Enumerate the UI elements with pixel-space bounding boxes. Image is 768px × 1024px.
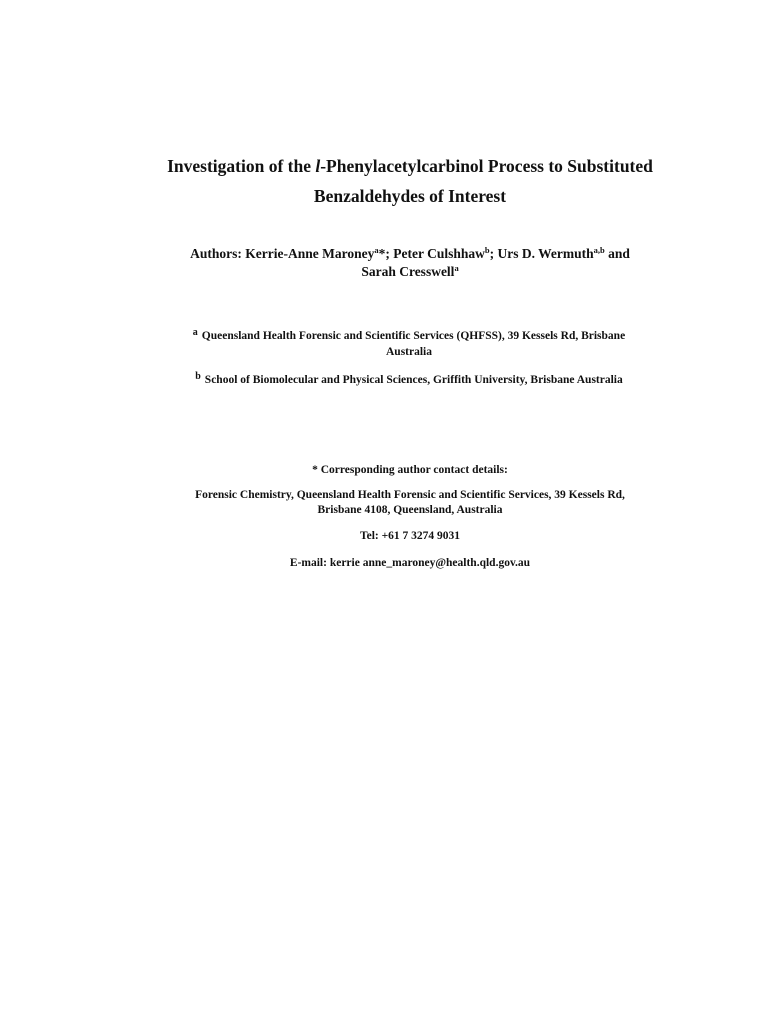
- author-3-affiliation-sup: a,b: [593, 245, 605, 255]
- contact-telephone: Tel: +61 7 3274 9031: [359, 530, 461, 542]
- author-1-name: Kerrie-Anne Maroney: [245, 246, 375, 261]
- contact-email: E-mail: kerrie anne_maroney@health.qld.gov.au: [289, 557, 531, 569]
- contact-address-line-1: Forensic Chemistry, Queensland Health Forensic and Scientific Services, 39 Kessels Rd,: [195, 489, 625, 501]
- title-italic-l: l: [315, 156, 321, 176]
- author-separator: ;: [489, 246, 498, 261]
- affiliation-b-line: [25, 373, 768, 388]
- affiliation-a-line-2: [25, 345, 768, 359]
- authors-line-2: [26, 264, 768, 281]
- author-2-name: Peter Culshhaw: [393, 246, 485, 261]
- affiliation-b-text: School of Biomolecular and Physical Sciences, Griffith University, Brisbane Australia: [204, 374, 623, 386]
- author-3-name: Urs D. Wermuth: [497, 246, 594, 261]
- authors-line-1: [26, 246, 768, 263]
- affiliation-b-sup: b: [195, 371, 201, 382]
- corresponding-author-heading: * Corresponding author contact details:: [312, 464, 508, 476]
- author-2-affiliation-sup: b: [484, 245, 490, 255]
- paper-title-line-1: [26, 156, 768, 176]
- affiliation-a-text: Queensland Health Forensic and Scientific Services (QHFSS), 39 Kessels Rd, Brisbane: [201, 330, 626, 342]
- author-4-name: Sarah Cresswell: [361, 264, 455, 279]
- affiliation-a-sup: a: [192, 327, 198, 338]
- author-and: and: [604, 246, 630, 261]
- affiliation-a-text-2: Australia: [386, 346, 432, 358]
- contact-address-line-2: Brisbane 4108, Queensland, Australia: [317, 504, 503, 516]
- author-1-corresponding-mark: *;: [378, 246, 394, 261]
- affiliation-a-line-1: [25, 329, 768, 344]
- author-1-affiliation-sup: a: [374, 245, 379, 255]
- title-text-before: Investigation of the: [167, 156, 316, 176]
- paper-title-line-2: [26, 186, 768, 206]
- authors-prefix: Authors:: [190, 246, 246, 261]
- title-text-line-2: Benzaldehydes of Interest: [313, 186, 507, 206]
- title-text-after: -Phenylacetylcarbinol Process to Substituted: [320, 156, 653, 176]
- author-4-affiliation-sup: a: [454, 263, 459, 273]
